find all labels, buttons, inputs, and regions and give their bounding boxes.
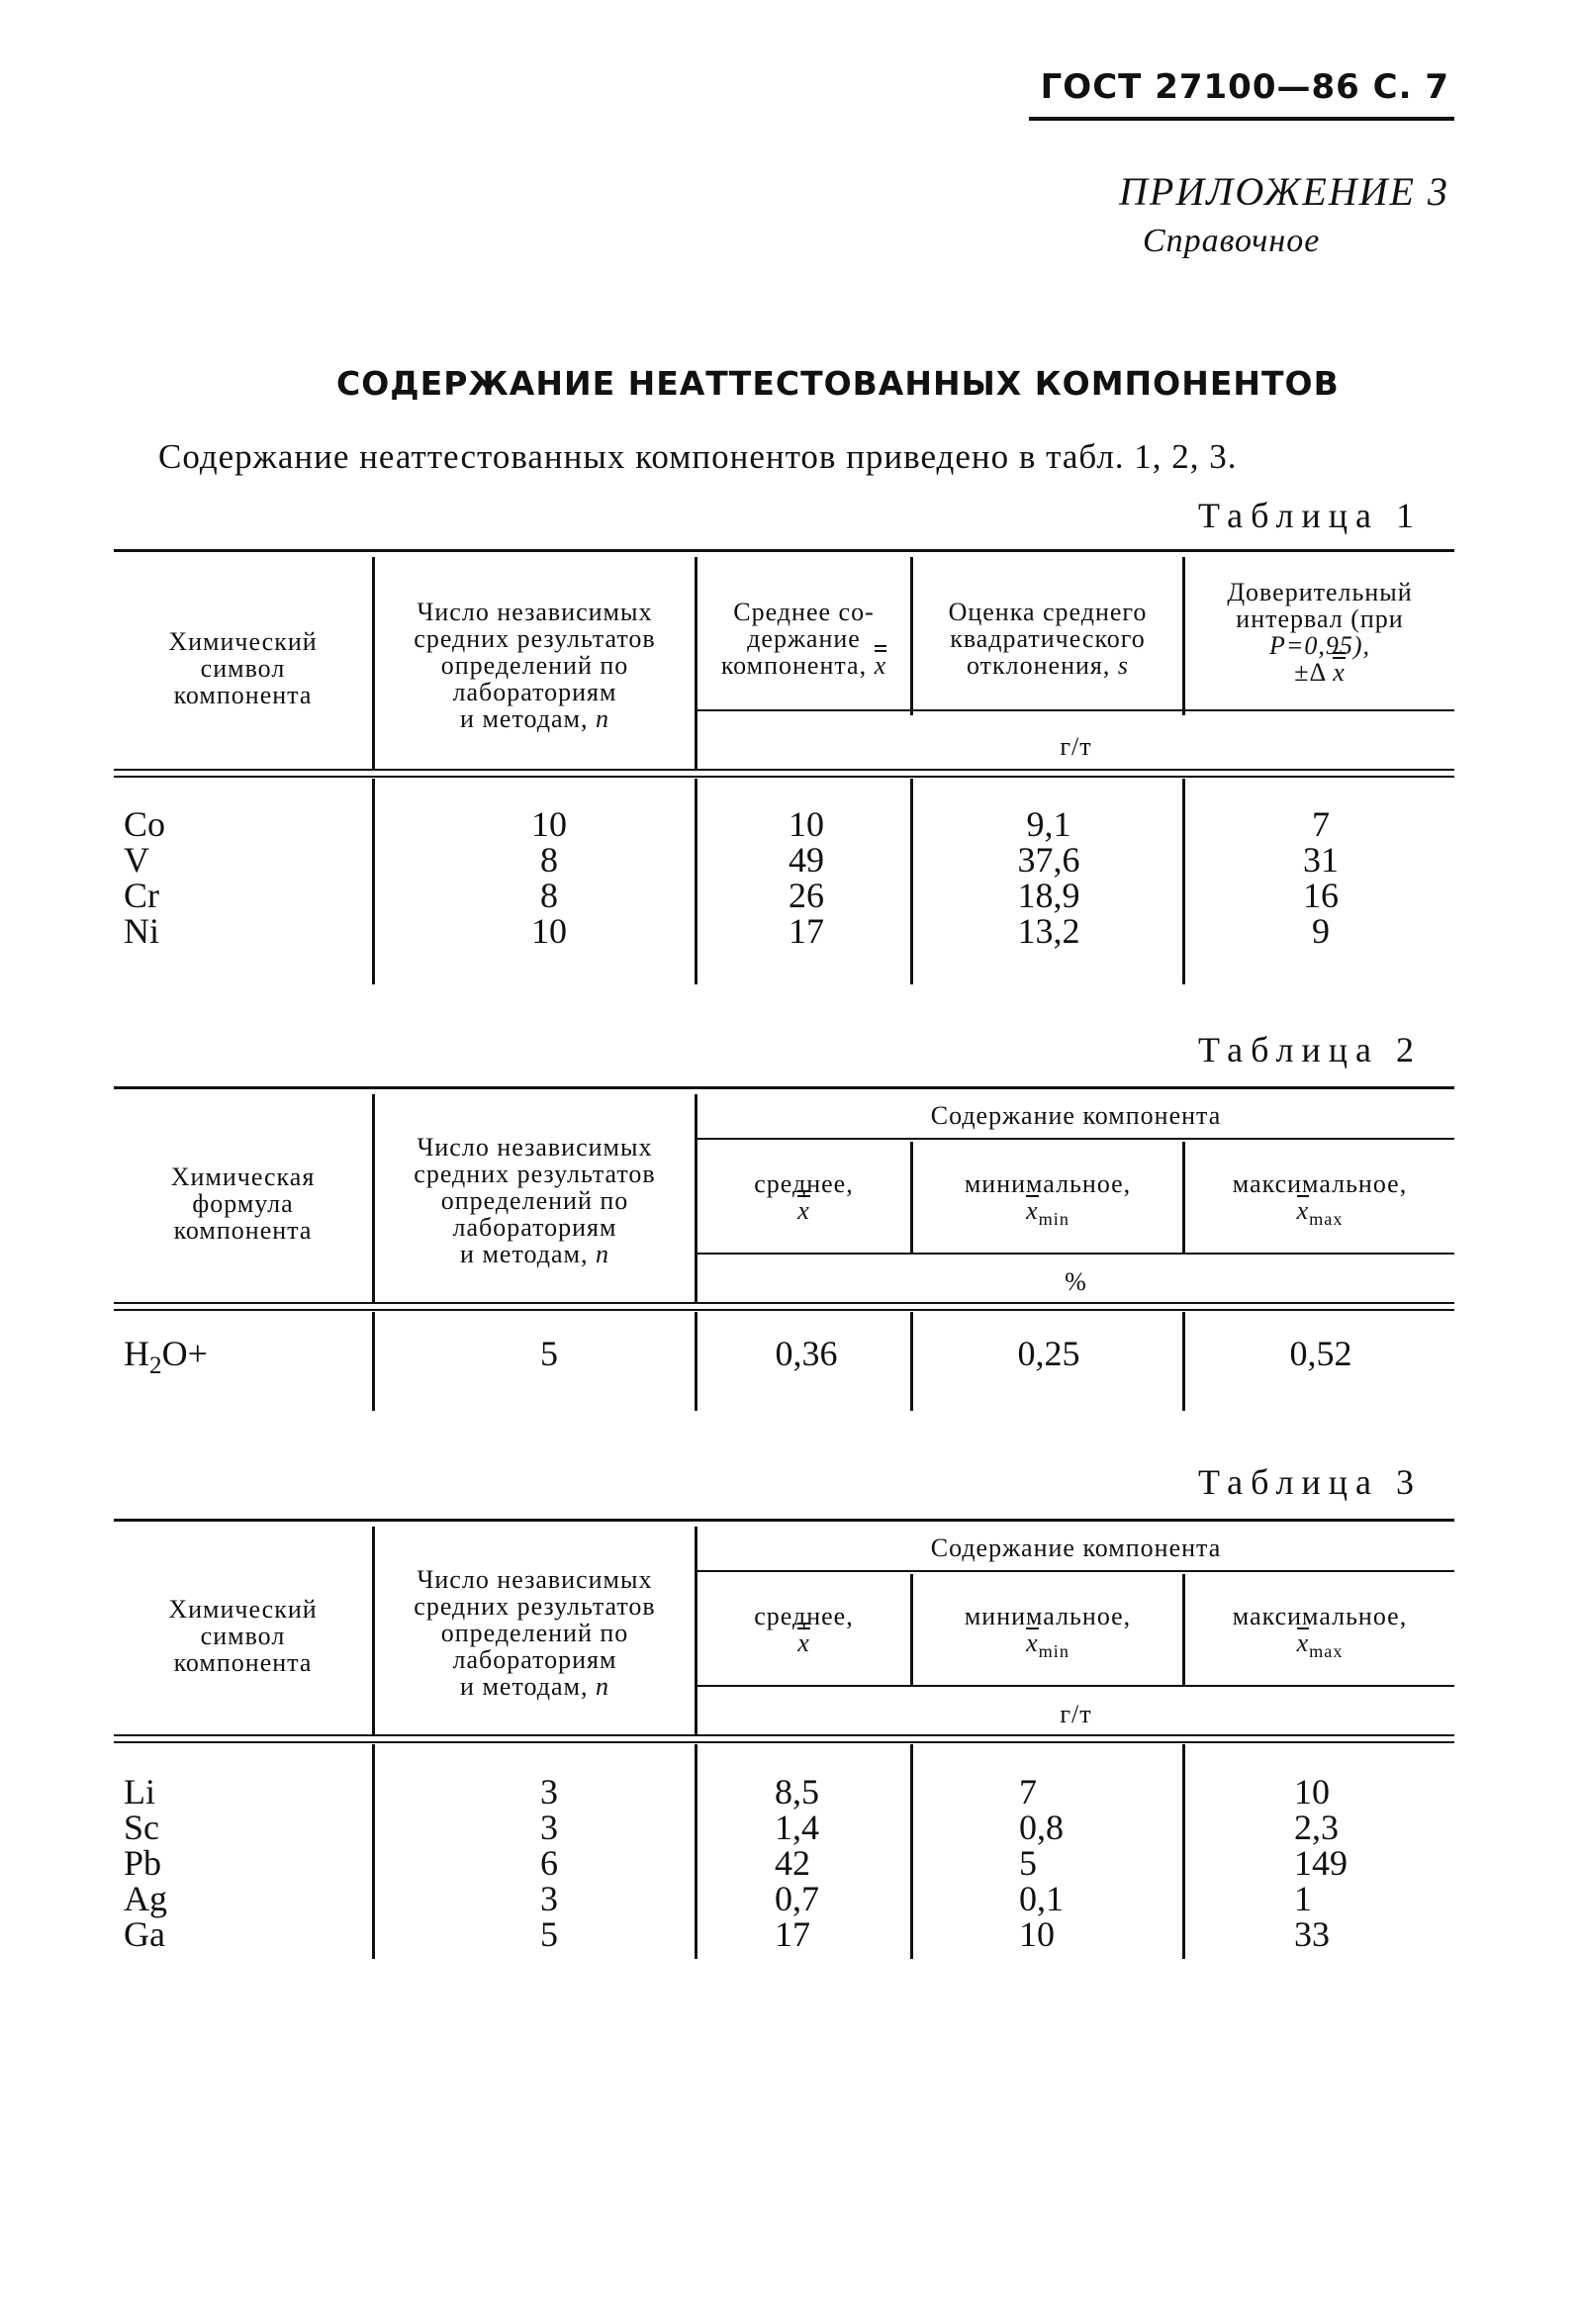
table2: [114, 1086, 1454, 1413]
table-cell: 42: [775, 1843, 810, 1883]
table2-group-rule: [697, 1138, 1454, 1140]
table2-caption: Таблица 2: [1198, 1030, 1422, 1069]
table2-body-divider-2: [695, 1312, 697, 1411]
document-code: ГОСТ 27100—86 С. 7: [1040, 67, 1449, 107]
table-cell: Sc: [124, 1808, 159, 1847]
table-cell: 16: [1303, 876, 1339, 915]
table-cell: 10: [1294, 1772, 1330, 1812]
table-cell: 26: [789, 876, 824, 915]
table3-header-rule-2: [114, 1741, 1454, 1743]
table1-header-interval: Доверительный интервал (при P=0,95), ±Δ x: [1227, 578, 1413, 687]
table2-header-rule: [114, 1302, 1454, 1304]
table3-min: [1019, 1774, 1138, 1952]
table-cell: 0,8: [1019, 1808, 1064, 1847]
table2-top-rule: [114, 1086, 1454, 1089]
table-cell: 3: [540, 1772, 558, 1812]
table2-unit: %: [1065, 1267, 1087, 1296]
table3-header-min: минимальное, $x_{min}$: [964, 1602, 1132, 1662]
table-cell: 8: [540, 840, 558, 880]
table1-body-divider-4: [1182, 779, 1185, 984]
table-cell: 5: [540, 1334, 558, 1373]
table2-header-max: максимальное, $x_{max}$: [1232, 1169, 1408, 1230]
table1-body-divider-3: [910, 779, 913, 984]
table2-min: [975, 1336, 1123, 1371]
table-cell: 149: [1294, 1843, 1348, 1883]
table3-header-count: Число независимых средних результатов определений по лабораториям и методам, n: [414, 1565, 656, 1701]
table1-caption: Таблица 1: [1198, 496, 1422, 535]
table-cell: 7: [1019, 1772, 1037, 1812]
table-cell: 10: [789, 804, 824, 844]
table-cell: 1,4: [775, 1808, 819, 1847]
table2-body-divider-3: [910, 1312, 913, 1411]
table3-header-component: Химический символ компонента: [168, 1595, 318, 1677]
table3-caption: Таблица 3: [1198, 1462, 1422, 1502]
table1-header-rule: [114, 769, 1454, 771]
table1-header-rule-2: [114, 776, 1454, 778]
table1-counts: [490, 806, 608, 949]
table-cell: 0,1: [1019, 1879, 1064, 1918]
table1-top-rule: [114, 549, 1454, 552]
table3-group-rule: [697, 1570, 1454, 1572]
table-cell: Ga: [124, 1914, 165, 1954]
table3-mean: [775, 1774, 893, 1952]
table-cell: 13,2: [1017, 911, 1080, 951]
section-title: СОДЕРЖАНИЕ НЕАТТЕСТОВАННЫХ КОМПОНЕНТОВ: [336, 364, 1340, 403]
table1: [114, 549, 1454, 984]
table-cell: V: [124, 840, 149, 880]
table1-unit: г/т: [1060, 732, 1092, 761]
table3-top-rule: [114, 1519, 1454, 1522]
table-cell: Li: [124, 1772, 155, 1812]
table-cell: 37,6: [1017, 840, 1080, 880]
table3-header-mean: среднее, x: [754, 1602, 854, 1657]
appendix-type: Справочное: [1143, 223, 1321, 259]
table-cell: 5: [540, 1914, 558, 1954]
appendix-title: ПРИЛОЖЕНИЕ 3: [1119, 169, 1449, 214]
table-cell: 17: [775, 1914, 810, 1954]
intro-paragraph: Содержание неаттестованных компонентов приведено в табл. 1, 2, 3.: [158, 437, 1238, 476]
table2-header-rule-2: [114, 1309, 1454, 1311]
table3-header-max: максимальное, $x_{max}$: [1232, 1602, 1408, 1662]
table3-body-divider-3: [910, 1744, 913, 1959]
table-cell: 0,25: [1017, 1334, 1080, 1373]
table1-std: [975, 806, 1123, 949]
table-cell: 1: [1294, 1879, 1312, 1918]
table-cell: 3: [540, 1808, 558, 1847]
table-cell: 10: [531, 911, 567, 951]
table2-max: [1252, 1336, 1390, 1371]
table1-components: [124, 806, 322, 949]
table1-body-divider-2: [695, 779, 697, 984]
table2-count: [490, 1336, 608, 1371]
table1-mean: [747, 806, 866, 949]
table-cell: $H_2O+$: [124, 1334, 208, 1380]
table-cell: Pb: [124, 1843, 162, 1883]
table1-unit-rule: [697, 709, 1454, 711]
table1-header-mean: Среднее со- держание компонента, x: [720, 598, 887, 680]
table1-header-std: Оценка среднего квадратического отклонения, s: [948, 598, 1148, 680]
table-cell: 6: [540, 1843, 558, 1883]
table3-body-divider-2: [695, 1744, 697, 1959]
table-cell: 10: [531, 804, 567, 844]
table2-header-count: Число независимых средних результатов определений по лабораториям и методам, n: [414, 1133, 656, 1268]
table1-body-divider-1: [372, 779, 375, 984]
table1-interval: [1261, 806, 1380, 949]
table-cell: 9: [1312, 911, 1330, 951]
table2-header-min: минимальное, $x_{min}$: [964, 1169, 1132, 1230]
header-rule: [1029, 117, 1454, 121]
table-cell: 33: [1294, 1914, 1330, 1954]
table2-mean: [737, 1336, 876, 1371]
table-cell: 0,7: [775, 1879, 819, 1918]
table2-header-mean: среднее, x: [754, 1169, 854, 1225]
table-cell: 0,36: [775, 1334, 838, 1373]
table-cell: 31: [1303, 840, 1339, 880]
table3-header-rule: [114, 1734, 1454, 1736]
table-cell: 5: [1019, 1843, 1037, 1883]
table-cell: 2,3: [1294, 1808, 1339, 1847]
table3-components: [124, 1774, 322, 1952]
table2-unit-rule: [697, 1253, 1454, 1255]
table3-unit: г/т: [1060, 1700, 1092, 1728]
table2-body-divider-1: [372, 1312, 375, 1411]
table2-header-group: Содержание компонента: [930, 1101, 1222, 1130]
table-cell: Cr: [124, 876, 159, 915]
table-cell: Ni: [124, 911, 159, 951]
table-cell: 18,9: [1017, 876, 1080, 915]
table-cell: Ag: [124, 1879, 167, 1918]
table3-header-group: Содержание компонента: [930, 1534, 1222, 1562]
table-cell: 8,5: [775, 1772, 819, 1812]
table3-body-divider-1: [372, 1744, 375, 1959]
table3-body-divider-4: [1182, 1744, 1185, 1959]
table2-formula: [124, 1334, 341, 1380]
table-cell: 17: [789, 911, 824, 951]
table-cell: 7: [1312, 804, 1330, 844]
table-cell: 10: [1019, 1914, 1055, 1954]
table2-body-divider-4: [1182, 1312, 1185, 1411]
table3-counts: [510, 1774, 589, 1952]
table1-header-count: Число независимых средних результатов определений по лабораториям и методам, n: [414, 598, 656, 733]
table-cell: 0,52: [1289, 1334, 1352, 1373]
table3-max: [1294, 1774, 1413, 1952]
table3: [114, 1519, 1454, 1959]
table2-header-formula: Химическая формула компонента: [170, 1162, 316, 1245]
table-cell: 9,1: [1026, 804, 1071, 844]
table-cell: 49: [789, 840, 824, 880]
table1-header-component: Химический символ компонента: [168, 627, 318, 709]
table3-unit-rule: [697, 1685, 1454, 1687]
table-cell: Co: [124, 804, 166, 844]
table-cell: 3: [540, 1879, 558, 1918]
table-cell: 8: [540, 876, 558, 915]
